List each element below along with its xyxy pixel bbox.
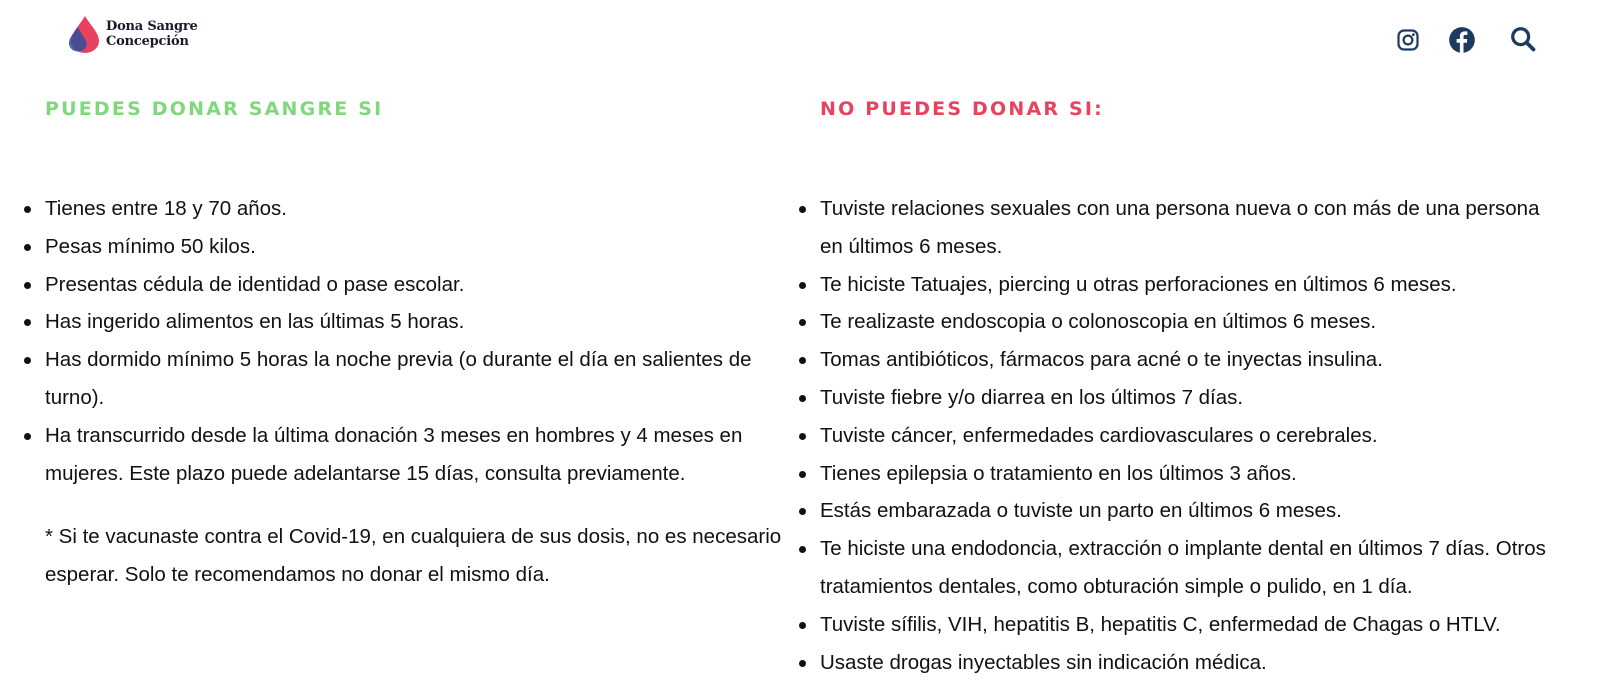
covid-note: * Si te vacunaste contra el Covid-19, en cualquiera de sus dosis, no es necesario esperar. Solo te recomendamos no donar el mismo día. <box>45 525 782 587</box>
list-item: Presentas cédula de identidad o pase escolar. <box>45 266 790 304</box>
can-donate-title: PUEDES DONAR SANGRE SI <box>45 98 384 120</box>
logo-line-2: Concepción <box>106 34 189 49</box>
cannot-donate-title: NO PUEDES DONAR SI: <box>820 98 1104 120</box>
list-item: Tuviste cáncer, enfermedades cardiovasculares o cerebrales. <box>820 417 1560 455</box>
list-item: Tomas antibióticos, fármacos para acné o te inyectas insulina. <box>820 341 1560 379</box>
search-icon[interactable] <box>1508 24 1538 54</box>
list-item: Tuviste fiebre y/o diarrea en los últimos 7 días. <box>820 379 1560 417</box>
list-item: Pesas mínimo 50 kilos. <box>45 228 790 266</box>
cannot-donate-list <box>820 190 1560 681</box>
can-donate-list <box>45 190 790 492</box>
list-item: Tienes entre 18 y 70 años. <box>45 190 790 228</box>
list-item: Tuviste sífilis, VIH, hepatitis B, hepatitis C, enfermedad de Chagas o HTLV. <box>820 606 1560 644</box>
list-item: Usaste drogas inyectables sin indicación médica. <box>820 644 1560 682</box>
list-item: Tienes epilepsia o tratamiento en los últimos 3 años. <box>820 455 1560 493</box>
logo-text <box>106 19 198 49</box>
instagram-icon[interactable] <box>1393 25 1423 55</box>
blood-drop-logo-icon <box>66 14 102 54</box>
list-item: Estás embarazada o tuviste un parto en últimos 6 meses. <box>820 492 1560 530</box>
can-donate-column <box>45 94 790 594</box>
facebook-icon[interactable] <box>1447 25 1477 55</box>
cannot-donate-column <box>820 94 1560 681</box>
list-item: Te hiciste una endodoncia, extracción o implante dental en últimos 7 días. Otros tratamientos dentales, como obturación simple o pulido, en 1 día. <box>820 530 1560 606</box>
list-item: Has dormido mínimo 5 horas la noche previa (o durante el día en salientes de turno). <box>45 341 790 417</box>
site-header <box>0 0 1618 80</box>
list-item: Te hiciste Tatuajes, piercing u otras perforaciones en últimos 6 meses. <box>820 266 1560 304</box>
site-logo[interactable] <box>66 14 198 54</box>
list-item: Te realizaste endoscopia o colonoscopia en últimos 6 meses. <box>820 303 1560 341</box>
list-item: Tuviste relaciones sexuales con una persona nueva o con más de una persona en últimos 6 meses. <box>820 190 1560 266</box>
list-item: Ha transcurrido desde la última donación 3 meses en hombres y 4 meses en mujeres. Este plazo puede adelantarse 15 días, consulta previamente. <box>45 417 790 493</box>
list-item: Has ingerido alimentos en las últimas 5 horas. <box>45 303 790 341</box>
logo-line-1: Dona Sangre <box>106 19 198 34</box>
